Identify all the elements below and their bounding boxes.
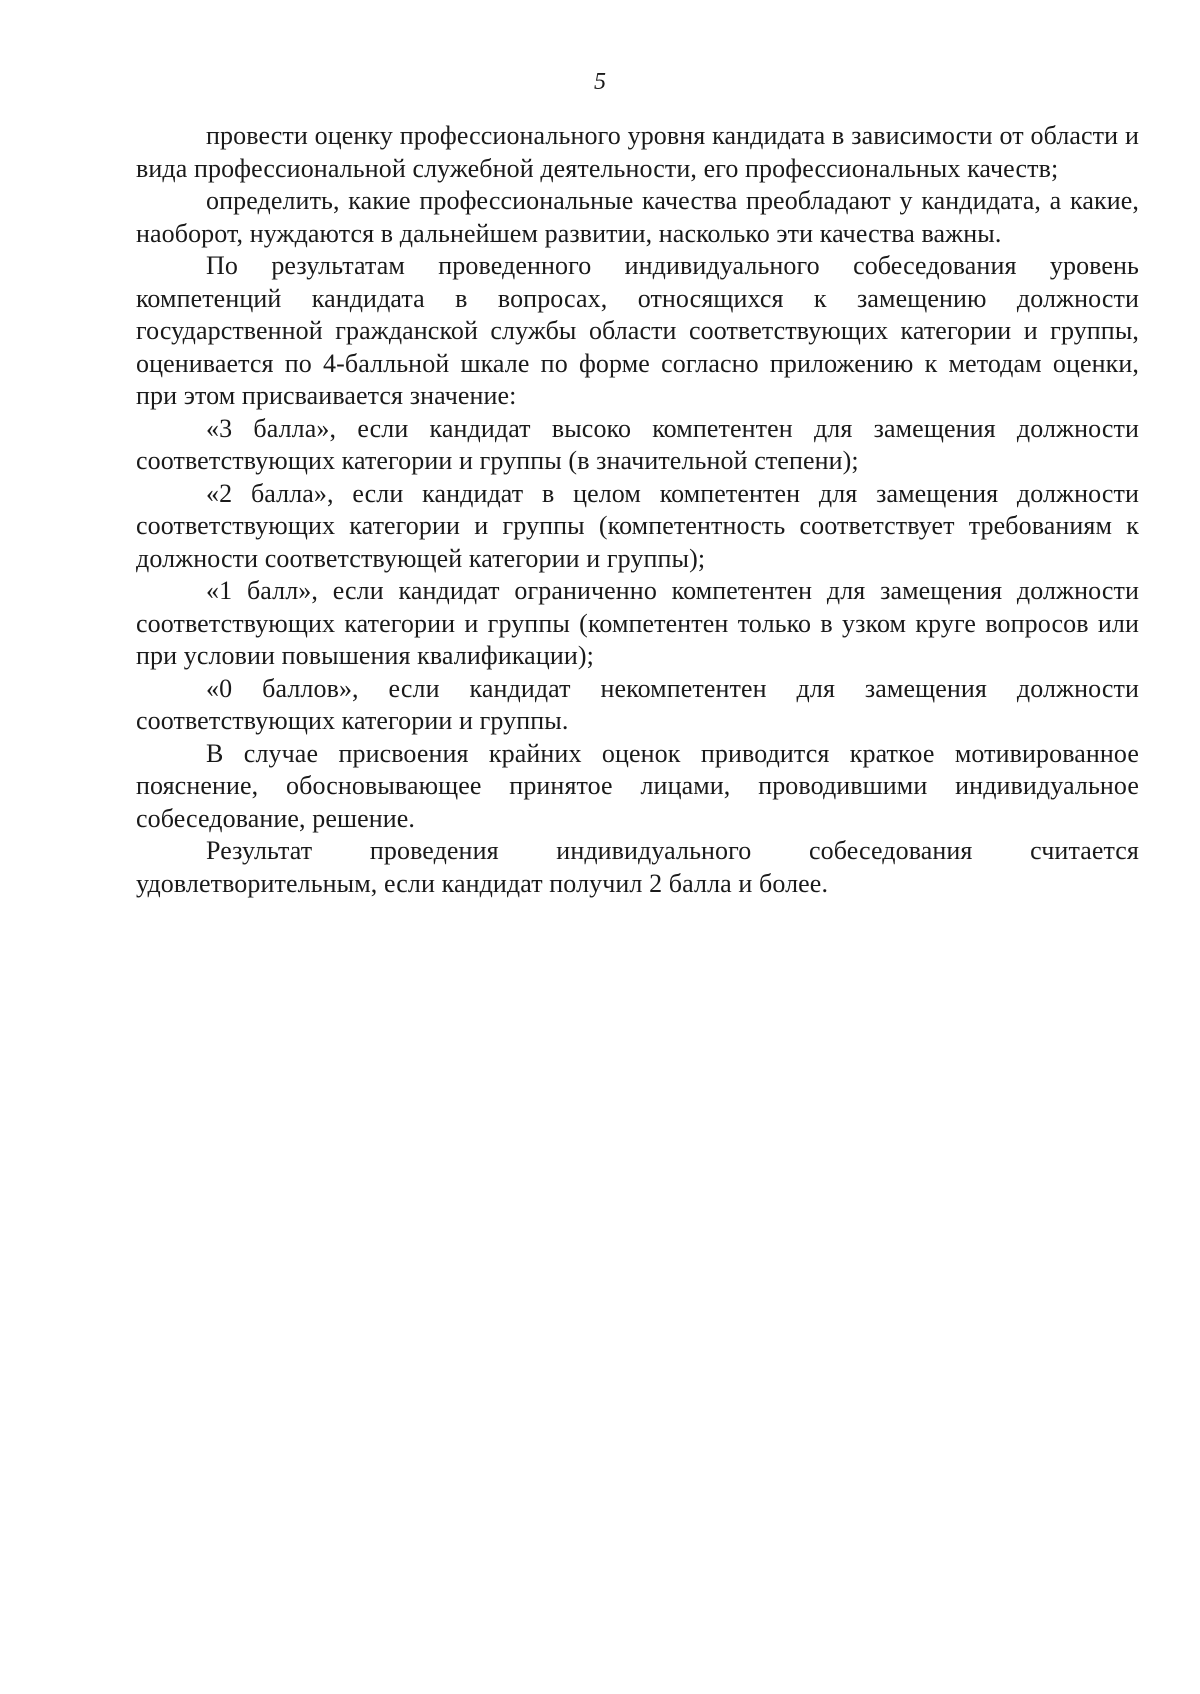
- paragraph-extreme-scores: В случае присвоения крайних оценок приводится краткое мотивированное пояснение, обосновывающее принятое лицами, проводившими индивидуальное собеседование, решение.: [136, 738, 1139, 833]
- paragraph-score-3: «3 балла», если кандидат высоко компетентен для замещения должности соответствующих категории и группы (в значительной степени);: [136, 413, 1139, 475]
- paragraph-score-2: «2 балла», если кандидат в целом компетентен для замещения должности соответствующих категории и группы (компетентность соответствует требованиям к должности соответствующей категории и группы);: [136, 478, 1139, 573]
- document-body: [136, 120, 1139, 900]
- page-number: 5: [594, 69, 606, 95]
- paragraph-score-0: «0 баллов», если кандидат некомпетентен для замещения должности соответствующих категории и группы.: [136, 673, 1139, 735]
- paragraph-evaluation-scale: По результатам проведенного индивидуального собеседования уровень компетенций кандидата в вопросах, относящихся к замещению должности государственной гражданской службы области соответствующих категории и группы, оценивается по 4-балльной шкале по форме согласно приложению к методам оценки, при этом присваивается значение:: [136, 251, 1139, 410]
- paragraph-assess-level: провести оценку профессионального уровня кандидата в зависимости от области и вида профессиональной служебной деятельности, его профессиональных качеств;: [136, 121, 1139, 183]
- paragraph-score-1: «1 балл», если кандидат ограниченно компетентен для замещения должности соответствующих категории и группы (компетентен только в узком круге вопросов или при условии повышения квалификации);: [136, 576, 1139, 670]
- paragraph-result: Результат проведения индивидуального собеседования считается удовлетворительным, если кандидат получил 2 балла и более.: [136, 836, 1139, 898]
- paragraph-determine-qualities: определить, какие профессиональные качества преобладают у кандидата, а какие, наоборот, нуждаются в дальнейшем развитии, насколько эти качества важны.: [136, 186, 1139, 248]
